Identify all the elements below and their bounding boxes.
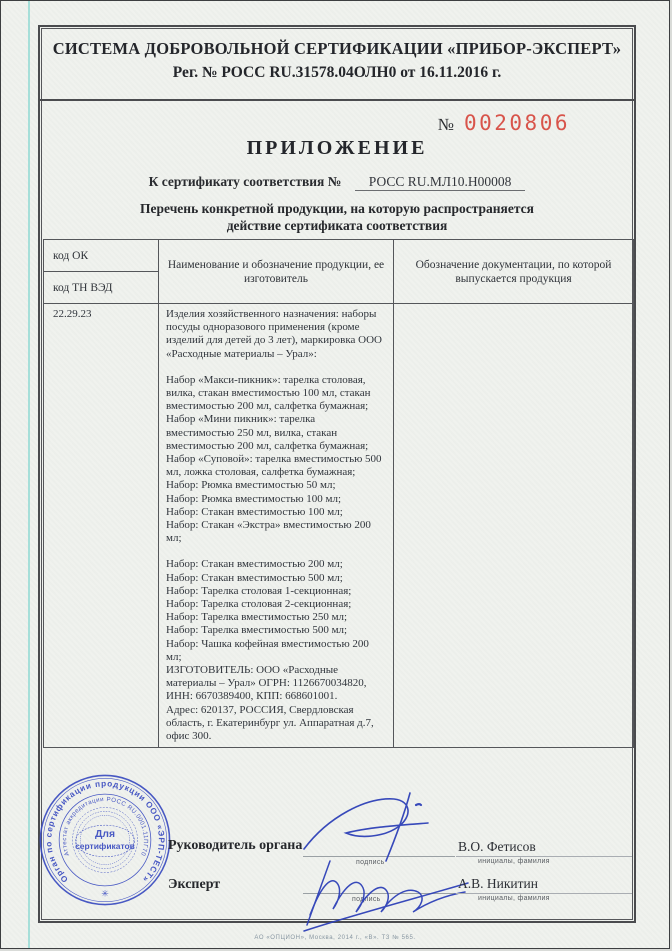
certificate-label: К сертификату соответствия № [148, 174, 342, 189]
system-registration-number: Рег. № РОСС RU.31578.04ОЛН0 от 16.11.2016 г. [172, 64, 502, 81]
product-line: Набор «Макси-пикник»: тарелка столовая, вилка, стакан вместимостью 100 мл, стакан вместимостью 200 мл, салфетка бумажная; [166, 373, 371, 413]
product-line: Набор: Стакан «Экстра» вместимостью 200 мл; [166, 519, 371, 545]
signature-line-head [303, 856, 455, 857]
certification-stamp-icon [36, 771, 174, 909]
subtitle-line-2: действие сертификата соответствия [226, 218, 448, 233]
signatory-head-name: В.О. Фетисов [456, 839, 632, 857]
header-documentation: Обозначение документации, по которой выпускается продукция [394, 240, 634, 304]
stamp-center-line1: Для [95, 829, 115, 841]
signature-caption-head: подпись [356, 859, 385, 866]
product-line: Набор «Суповой»: тарелка вместимостью 500 мл, ложка столовая, салфетка бумажная; [166, 453, 382, 479]
system-title: СИСТЕМА ДОБРОВОЛЬНОЙ СЕРТИФИКАЦИИ «ПРИБОР-ЭКСПЕРТ» [52, 39, 622, 58]
signatory-expert [456, 876, 632, 902]
manufacturer-address-line: Адрес: 620137, РОССИЯ, Свердловская область, г. Екатеринбург ул. Аппаратная д.7, офис 300. [166, 703, 374, 743]
product-line: Набор: Стакан вместимостью 100 мл; [166, 505, 343, 518]
product-line: Набор «Мини пикник»: тарелка вместимостью 250 мл, вилка, стакан вместимостью 200 мл, салфетка бумажная; [166, 413, 369, 452]
header-code-tnved: код ТН ВЭД [44, 272, 159, 304]
code-value: 22.29.23 [44, 304, 159, 748]
header-code-ok: код ОК [44, 240, 159, 272]
stamp-outer-ring-text: Орган по сертификации продукции ООО «ЭРП-ТЕСТ» [44, 779, 166, 885]
manufacturer-line: ИЗГОТОВИТЕЛЬ: ООО «Расходные материалы – Урал» ОГРН: 1126670034820, ИНН: 6670389400, КПП: 668601001. [166, 664, 367, 703]
number-sign: № [437, 115, 454, 134]
signatory-expert-caption: инициалы, фамилия [478, 895, 550, 902]
subtitle-line-1: Перечень конкретной продукции, на которую распространяется [140, 201, 534, 216]
documentation-cell [394, 304, 634, 748]
stamp-center-line2: сертификатов [75, 840, 135, 851]
stamp-star-icon: ✳ [101, 888, 109, 899]
product-line: Набор: Рюмка вместимостью 50 мл; [166, 479, 336, 492]
product-table [43, 239, 634, 748]
product-line: Изделия хозяйственного назначения: наборы посуды одноразового применения (кроме изделий для детей до 3 лет), маркировка ООО «Расходные материалы – Урал»: [166, 308, 382, 360]
form-number-value: 0020806 [463, 111, 570, 135]
appendix-title: ПРИЛОЖЕНИЕ [246, 137, 428, 159]
form-number [438, 111, 570, 135]
stamp-inner-ring-text: Аттестат аккредитации РОСС RU.0001.11ПГ70 [61, 796, 150, 857]
handwritten-signature-expert-icon [302, 839, 472, 935]
product-list-subtitle [40, 200, 634, 234]
certification-system-header [40, 27, 634, 101]
signature-role-head: Руководитель органа [168, 838, 303, 853]
certificate-reference-line [40, 174, 634, 190]
signatory-head-caption: инициалы, фамилия [478, 858, 550, 865]
signatory-head [456, 839, 632, 865]
product-line: Набор: Тарелка вместимостью 250 мл; [166, 611, 348, 624]
product-line: Набор: Тарелка столовая 1-секционная; [166, 584, 352, 597]
product-line: Набор: Стакан вместимостью 500 мл; [166, 571, 343, 584]
product-line: Набор: Чашка кофейная вместимостью 200 мл; [166, 637, 369, 663]
product-description-cell [159, 304, 394, 748]
product-line: Набор: Тарелка вместимостью 500 мл; [166, 624, 348, 637]
product-line: Набор: Стакан вместимостью 200 мл; [166, 558, 343, 571]
scanner-artifact-line [28, 1, 30, 948]
product-line: Набор: Тарелка столовая 2-секционная; [166, 598, 352, 611]
header-product-name: Наименование и обозначение продукции, ее изготовитель [159, 240, 394, 304]
certificate-number: РОСС RU.МЛ10.Н00008 [355, 174, 526, 191]
table-row [44, 304, 634, 748]
product-line: Набор: Рюмка вместимостью 100 мл; [166, 492, 342, 505]
printing-house-imprint: АО «ОПЦИОН», Москва, 2014 г., «В». ТЗ № 565. [254, 935, 416, 941]
signatory-expert-name: А.В. Никитин [456, 876, 632, 894]
document-frame [38, 25, 636, 923]
signature-caption-expert: подпись [352, 896, 381, 903]
signature-line-expert [303, 893, 455, 894]
signature-role-expert: Эксперт [168, 877, 221, 892]
